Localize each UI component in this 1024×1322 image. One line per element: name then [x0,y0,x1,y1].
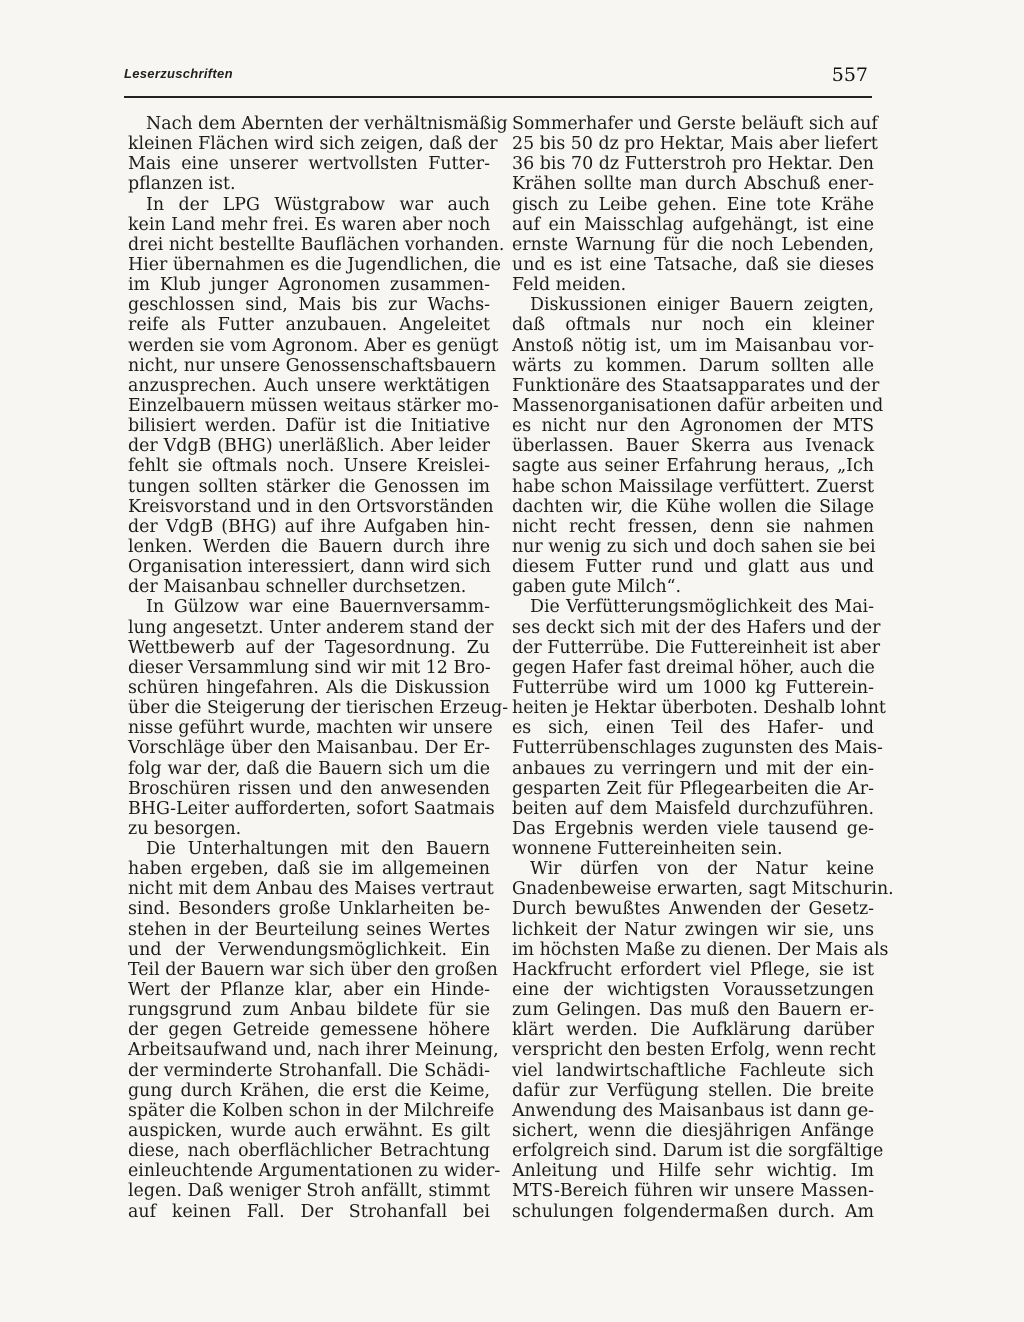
text-line: verspricht den besten Erfolg, wenn recht [512,1040,876,1061]
text-line: heiten je Hektar überboten. Deshalb lohnt [512,698,886,719]
text-line: BHG-Leiter aufforderten, sofort Saatmais [128,798,495,819]
text-line: Wir dürfen von der Natur keine [530,859,874,880]
text-line: gaben gute Milch“. [512,577,682,598]
text-line: Anstoß nötig ist, um im Maisanbau vor- [512,335,874,356]
text-line: lichkeit der Natur zwingen wir sie, uns [512,919,874,940]
text-line: pflanzen ist. [128,174,236,195]
text-line: nicht recht fressen, denn sie nahmen [512,516,874,537]
text-line: Wettbewerb auf der Tagesordnung. Zu [128,637,490,658]
text-line: nisse geführt wurde, machten wir unsere [128,718,493,739]
text-line: Organisation interessiert, dann wird sich [128,557,491,578]
text-line: Einzelbauern müssen weitaus stärker mo- [128,395,499,416]
text-line: Funktionäre des Staatsapparates und der [512,375,880,396]
text-line: Nach dem Abernten der verhältnismäßig [146,114,508,134]
text-line: es nicht nur den Agronomen der MTS [512,416,874,437]
text-line: lung angesetzt. Unter anderem stand der [128,617,494,638]
text-line: 25 bis 50 dz pro Hektar, Mais aber liefert [512,134,878,155]
text-line: Sommerhafer und Gerste beläuft sich auf [512,114,878,134]
text-line: legen. Daß weniger Stroh anfällt, stimmt [128,1181,490,1202]
text-line: gung durch Krähen, die erst die Keime, [128,1080,490,1101]
text-line: im höchsten Maße zu dienen. Der Mais als [512,939,889,960]
text-line: beiten auf dem Maisfeld durchzuführen. [512,798,874,819]
text-line: stehen in der Beurteilung seines Wertes [128,919,490,940]
text-line: über die Steigerung der tierischen Erzeug- [128,698,509,719]
text-line: daß oftmals nur noch ein kleiner [512,315,874,336]
text-line: kleinen Flächen wird sich zeigen, daß der [128,134,498,155]
text-line: und es ist eine Tatsache, daß sie dieses [512,254,874,275]
text-line: wärts zu kommen. Darum sollten alle [512,355,874,376]
text-line: lenken. Werden die Bauern durch ihre [128,536,490,557]
text-line: viel landwirtschaftliche Fachleute sich [512,1060,874,1081]
text-line: Krähen sollte man durch Abschuß ener- [512,174,874,195]
text-line: der VdgB (BHG) unerläßlich. Aber leider [128,436,490,457]
text-line: nicht, nur unsere Genossenschaftsbauern [128,355,497,376]
page-number: 557 [831,64,868,86]
text-line: zum Gelingen. Das muß den Bauern er- [512,1000,874,1021]
text-line: Mais eine unserer wertvollsten Futter- [128,154,490,175]
text-line: Anwendung des Maisanbaus ist dann ge- [512,1100,874,1121]
text-line: MTS-Bereich führen wir unsere Massen- [512,1181,874,1202]
text-line: sagte aus seiner Erfahrung heraus, „Ich [512,456,874,477]
text-line: gesparten Zeit für Pflegearbeiten die Ar- [512,778,874,799]
text-line: Arbeitsaufwand und, nach ihrer Meinung, [128,1040,499,1061]
text-line: Broschüren rissen und den anwesenden [128,778,490,799]
text-line: Das Ergebnis werden viele tausend ge- [512,818,874,839]
text-line: später die Kolben schon in der Milchreife [128,1100,495,1121]
text-line: Kreisvorstand und in den Ortsvorständen [128,496,494,517]
text-line: Teil der Bauern war sich über den großen [128,959,498,980]
text-line: In Gülzow war eine Bauernversamm- [146,597,490,618]
text-line: diesem Futter rund und glatt aus und [512,557,874,578]
text-line: der VdgB (BHG) auf ihre Aufgaben hin- [128,516,490,537]
text-line: sichert, wenn die diesjährigen Anfänge [512,1121,874,1142]
text-line: werden sie vom Agronom. Aber es genügt [128,335,499,356]
text-line: reife als Futter anzubauen. Angeleitet [128,315,490,336]
text-line: der Maisanbau schneller durchsetzen. [128,577,467,598]
text-line: dafür zur Verfügung stellen. Die breite [512,1080,874,1101]
text-line: anbaues zu verringern und mit der ein- [512,758,874,779]
text-line: im Klub junger Agronomen zusammen- [128,275,490,296]
text-line: dieser Versammlung sind wir mit 12 Bro- [128,657,491,678]
text-line: ernste Warnung für die noch Lebenden, [512,234,874,255]
text-line: klärt werden. Die Aufklärung darüber [512,1020,874,1041]
text-line: sind. Besonders große Unklarheiten be- [128,899,490,920]
text-line: eine der wichtigsten Voraussetzungen [512,980,874,1001]
text-line: dachten wir, die Kühe wollen die Silage [512,496,874,517]
text-line: bilisiert werden. Dafür ist die Initiative [128,416,490,437]
text-line: überlassen. Bauer Skerra aus Ivenack [512,436,874,457]
text-line: einleuchtende Argumentationen zu wider- [128,1161,501,1182]
text-line: tungen sollten stärker die Genossen im [128,476,490,497]
text-line: schüren hingefahren. Als die Diskussion [128,677,490,698]
text-line: haben ergeben, daß sie im allgemeinen [128,859,490,880]
text-line: Die Unterhaltungen mit den Bauern [146,839,490,860]
text-line: fehlt sie oftmals noch. Unsere Kreislei- [128,456,490,477]
text-line: Diskussionen einiger Bauern zeigten, [530,295,874,316]
text-line: nur wenig zu sich und doch sahen sie bei [512,536,876,557]
text-line: Durch bewußtes Anwenden der Gesetz- [512,899,874,920]
text-line: kein Land mehr frei. Es waren aber noch [128,214,491,235]
text-line: gisch zu Leibe gehen. Eine tote Krähe [512,194,874,215]
section-title: Leserzuschriften [124,66,233,81]
text-line: und der Verwendungsmöglichkeit. Ein [128,939,490,960]
text-line: Futterrübenschlages zugunsten des Mais- [512,738,883,759]
text-line: Anleitung und Hilfe sehr wichtig. Im [512,1161,874,1182]
text-line: der gegen Getreide gemessene höhere [128,1020,490,1041]
text-line: nicht mit dem Anbau des Maises vertraut [128,879,494,900]
text-line: gegen Hafer fast dreimal höher, auch die [512,657,875,678]
text-line: der Futterrübe. Die Futtereinheit ist aber [512,637,881,658]
text-line: auf keinen Fall. Der Strohanfall bei [128,1201,490,1222]
text-line: diese, nach oberflächlicher Betrachtung [128,1141,490,1162]
text-line: geschlossen sind, Mais bis zur Wachs- [128,295,490,316]
text-line: ses deckt sich mit der des Hafers und der [512,617,881,638]
left-text-column [128,114,509,1222]
text-line: wonnene Futtereinheiten sein. [512,839,783,860]
text-line: In der LPG Wüstgrabow war auch [146,194,490,215]
right-text-column [512,114,894,1222]
text-line: anzusprechen. Auch unsere werktätigen [128,375,490,396]
text-line: Die Verfütterungsmöglichkeit des Mai- [530,597,874,618]
text-line: es sich, einen Teil des Hafer- und [512,718,874,739]
text-line: auspicken, wurde auch erwähnt. Es gilt [128,1121,490,1142]
text-line: Massenorganisationen dafür arbeiten und [512,395,884,416]
text-line: auf ein Maisschlag aufgehängt, ist eine [512,214,874,235]
text-line: habe schon Maissilage verfüttert. Zuerst [512,476,874,497]
text-line: drei nicht bestellte Bauflächen vorhanden. [128,234,505,255]
page-header [124,64,872,98]
text-line: Vorschläge über den Maisanbau. Der Er- [128,738,490,759]
text-line: schulungen folgendermaßen durch. Am [512,1201,874,1222]
text-line: zu besorgen. [128,818,242,839]
text-line: Feld meiden. [512,275,627,296]
text-line: Gnadenbeweise erwarten, sagt Mitschurin. [512,879,894,900]
text-line: Hier übernahmen es die Jugendlichen, die [128,254,501,275]
text-line: Hackfrucht erfordert viel Pflege, sie ist [512,959,874,980]
text-line: 36 bis 70 dz Futterstroh pro Hektar. Den [512,154,874,175]
text-line: rungsgrund zum Anbau bildete für sie [128,1000,490,1021]
text-line: der verminderte Strohanfall. Die Schädi- [128,1060,490,1081]
text-line: erfolgreich sind. Darum ist die sorgfältige [512,1141,884,1162]
text-line: Wert der Pflanze klar, aber ein Hinde- [128,980,490,1001]
text-line: Futterrübe wird um 1000 kg Futterein- [512,677,874,698]
text-line: folg war der, daß die Bauern sich um die [128,758,490,779]
